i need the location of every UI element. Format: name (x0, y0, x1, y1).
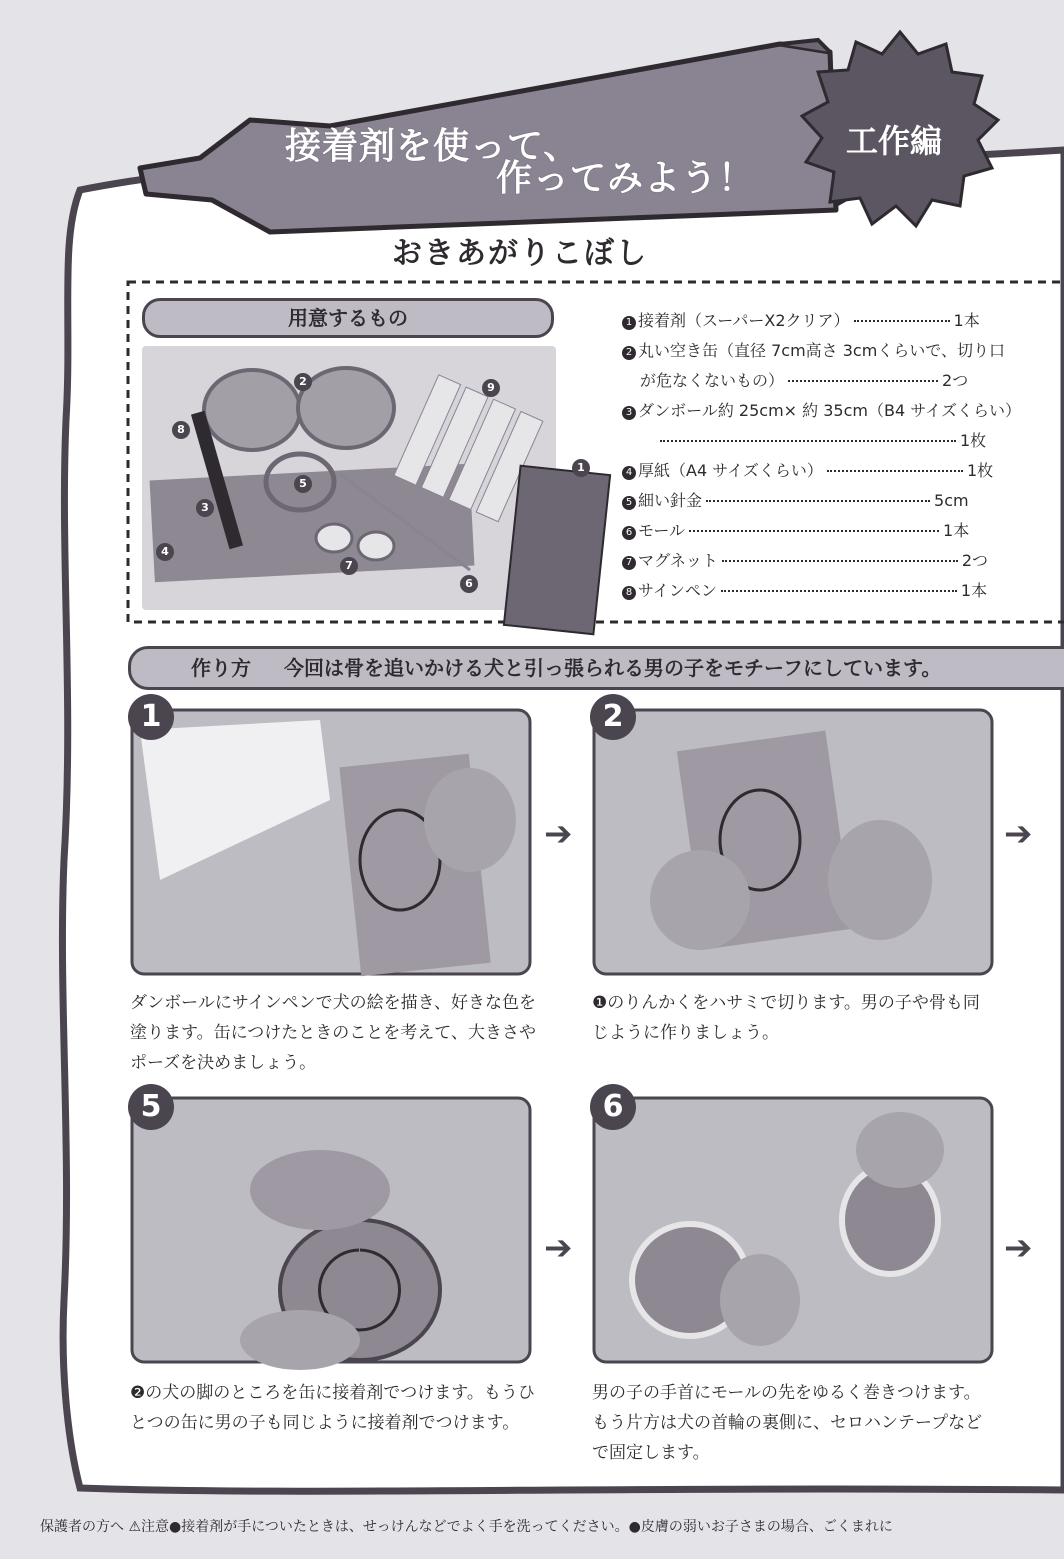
next-arrow-icon: ➔ (1004, 1228, 1033, 1268)
step-text: 男の子の手首にモールの先をゆるく巻きつけます。もう片方は犬の首輪の裏側に、セロハンテープなどで固定します。 (592, 1383, 983, 1463)
material-item: 4 厚紙（A4 サイズくらい） 1枚 (622, 456, 993, 486)
title-line-1: 接着剤を使って、 (285, 126, 581, 167)
material-item: 7 マグネット 2つ (622, 546, 988, 576)
next-arrow-icon: ➔ (544, 814, 573, 854)
step-text: ダンボールにサインペンで犬の絵を描き、好きな色を塗ります。缶につけたときのことを考えて、大きさやポーズを決めましょう。 (130, 993, 536, 1073)
photo-label: 2 (294, 370, 312, 391)
step-number: 5 (128, 1084, 174, 1130)
material-item: 8 サインペン 1本 (622, 576, 987, 606)
method-label: 作り方 (191, 656, 251, 680)
step-number: 6 (590, 1084, 636, 1130)
material-item: 6 モール 1本 (622, 516, 969, 546)
photo-label: 9 (482, 376, 500, 397)
page-title: おきあがりこぼし (392, 236, 648, 271)
photo-label: 5 (294, 472, 312, 493)
material-item: 1 接着剤（スーパーX2クリア） 1本 (622, 306, 980, 336)
title-line-2: 作ってみよう！ (496, 158, 756, 199)
step-text: ❷の犬の脚のところを缶に接着剤でつけます。もうひとつの缶に男の子も同じように接着剤でつけます。 (130, 1383, 535, 1433)
photo-label: 7 (340, 554, 358, 575)
material-item: が危なくないもの） 2つ (640, 371, 969, 390)
section-badge: 工作編 (846, 122, 943, 160)
photo-label: 8 (172, 418, 190, 439)
material-item: 1枚 (656, 426, 986, 456)
material-item: 5 細い針金 5cm (622, 486, 969, 516)
photo-label: 1 (572, 456, 590, 477)
material-item: 2 丸い空き缶（直径 7cm高さ 3cmくらいで、切り口 (622, 336, 1005, 366)
next-arrow-icon: ➔ (544, 1228, 573, 1268)
guardian-note: 保護者の方へ ⚠注意●接着剤が手についたときは、せっけんなどでよく手を洗ってください。●皮膚の弱いお子さまの場合、ごくまれに (40, 1519, 893, 1535)
material-item: 3 ダンボール約 25cm× 約 35cm（B4 サイズくらい） (622, 396, 1021, 426)
next-arrow-icon: ➔ (1004, 814, 1033, 854)
method-description: 今回は骨を追いかける犬と引っ張られる男の子をモチーフにしています。 (283, 656, 942, 680)
step-number: 2 (590, 694, 636, 740)
step-number: 1 (128, 694, 174, 740)
photo-label: 4 (156, 540, 174, 561)
method-heading (128, 646, 1064, 690)
step-text: ❶のりんかくをハサミで切ります。男の子や骨も同じように作りましょう。 (592, 993, 980, 1043)
photo-label: 6 (460, 572, 478, 593)
materials-heading: 用意するもの (142, 298, 554, 338)
photo-label: 3 (196, 496, 214, 517)
